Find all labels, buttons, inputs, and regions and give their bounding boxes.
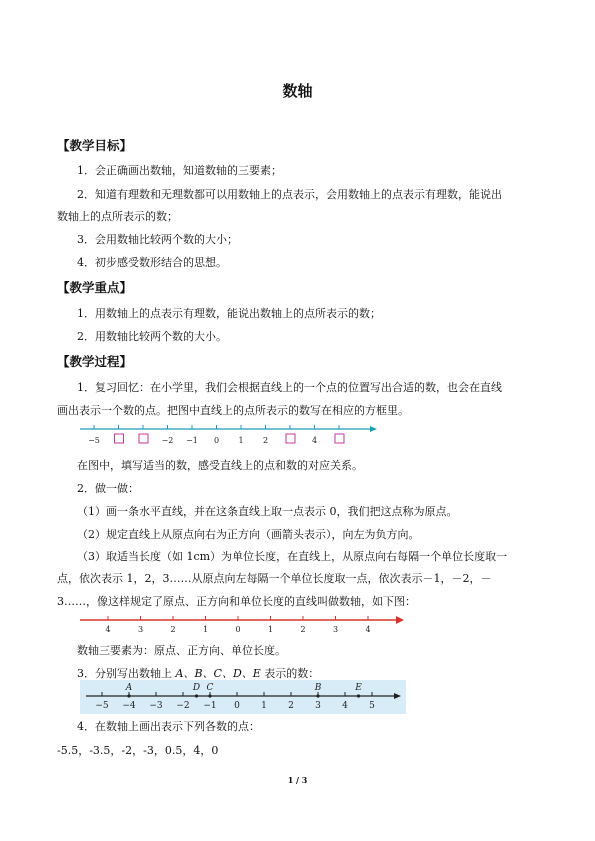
step-4: 4．在数轴上画出表示下列各数的点： (77, 720, 260, 733)
keypoints-heading: 【教学重点】 (57, 280, 133, 295)
number-line-2-label: 4 (365, 625, 371, 634)
number-line-2-label: 1 (267, 625, 274, 634)
review-line-1: 1．复习回忆：在小学里，我们会根据直线上的一个点的位置写出合适的数，也会在直线 (77, 381, 502, 394)
goals-heading: 【教学目标】 (57, 138, 133, 153)
number-line-3-point-label: D (192, 683, 201, 693)
number-line-3-label: 3 (315, 701, 321, 711)
keypoint-item-1: 1．用数轴上的点表示有理数，能说出数轴上的点所表示的数； (77, 307, 381, 320)
number-line-1-label: 1 (238, 436, 244, 445)
step-3-prefix: 3．分别写出数轴上 (77, 667, 176, 680)
number-line-1-label: −2 (161, 436, 174, 445)
step-2-1: （1）画一条水平直线，并在这条直线上取一点表示 0，我们把这点称为原点。 (77, 505, 458, 518)
number-line-3-label: −2 (176, 701, 190, 711)
keypoint-item-2: 2．用数轴比较两个数的大小。 (77, 330, 227, 343)
step-3-suffix: 表示的数： (260, 667, 320, 680)
number-line-1-answer-box (115, 434, 124, 443)
number-line-1-label: 0 (213, 436, 220, 445)
number-line-2-label: 0 (235, 625, 241, 634)
number-line-3-point (316, 694, 319, 697)
number-line-3-label: 2 (288, 701, 294, 711)
number-line-3-point-label: B (314, 683, 322, 693)
number-line-2 (78, 612, 408, 636)
number-line-1-answer-box (139, 434, 148, 443)
number-line-3-label: −3 (149, 701, 163, 711)
page-number: 1 / 3 (287, 775, 308, 785)
step-2-3c: 3……，像这样规定了原点、正方向和单位长度的直线叫做数轴，如下图： (57, 595, 416, 608)
number-line-2-label: 1 (202, 625, 209, 634)
number-line-3-point (208, 694, 211, 697)
goal-item-3: 3．会用数轴比较两个数的大小； (77, 233, 238, 246)
number-line-1-label: −1 (186, 436, 198, 445)
step-3-points: A、B、C、D、E (175, 667, 261, 680)
goal-item-4: 4．初步感受数形结合的思想。 (77, 256, 227, 269)
three-elements: 数轴三要素为：原点、正方向、单位长度。 (77, 644, 286, 657)
number-line-2-label: 3 (332, 625, 339, 634)
number-line-1 (80, 424, 380, 450)
number-line-2-arrow (396, 616, 404, 624)
goal-item-2: 2．知道有理数和无理数都可以用数轴上的点表示，会用数轴上的点表示有理数，能说出 (77, 188, 502, 201)
page-title: 数轴 (282, 82, 313, 100)
after-line-1: 在图中，填写适当的数，感受直线上的点和数的对应关系。 (77, 459, 363, 472)
number-line-3-point-label: A (125, 683, 133, 693)
number-line-1-answer-box (335, 434, 344, 443)
number-line-3-label: 1 (261, 701, 267, 711)
number-line-3-label: 0 (234, 701, 240, 711)
step-4-numbers: -5.5，-3.5，-2，-3，0.5，4，0 (57, 744, 219, 757)
number-line-2-label: 4 (105, 625, 111, 634)
number-line-3-point (195, 694, 198, 697)
number-line-1-answer-box (286, 434, 295, 443)
step-2: 2．做一做： (77, 482, 139, 495)
number-line-1-label: −5 (88, 436, 100, 445)
review-line-2: 画出表示一个数的点。把图中直线上的点所表示的数写在相应的方框里。 (57, 404, 409, 417)
number-line-2-label: 2 (170, 625, 176, 634)
number-line-1-arrow (370, 426, 377, 432)
goal-item-2-cont: 数轴上的点所表示的数； (57, 210, 178, 223)
number-line-3-label: −5 (95, 701, 109, 711)
number-line-3-label: 5 (369, 701, 375, 711)
number-line-3-point-label: C (206, 683, 214, 693)
step-3 (77, 667, 319, 681)
number-line-3-point (127, 694, 130, 697)
goal-item-1: 1．会正确画出数轴，知道数轴的三要素； (77, 164, 282, 177)
step-2-2: （2）规定直线上从原点向右为正方向（画箭头表示），向左为负方向。 (77, 528, 420, 541)
step-2-3a: （3）取适当长度（如 1cm）为单位长度，在直线上，从原点向右每隔一个单位长度取一 (77, 550, 508, 563)
number-line-3 (80, 680, 406, 714)
step-2-3b: 点，依次表示 1，2，3……从原点向左每隔一个单位长度取一点，依次表示－1，－2，－ (57, 572, 492, 585)
number-line-1-label: 4 (311, 436, 318, 445)
number-line-1-label: 2 (262, 436, 269, 445)
process-heading: 【教学过程】 (57, 354, 133, 369)
number-line-2-label: 3 (137, 625, 144, 634)
number-line-3-label: 4 (342, 701, 348, 711)
number-line-3-label: −4 (122, 701, 136, 711)
number-line-3-point-label: E (355, 683, 362, 693)
number-line-2-label: 2 (300, 625, 306, 634)
number-line-3-label: −1 (203, 701, 217, 711)
number-line-3-point (357, 694, 360, 697)
